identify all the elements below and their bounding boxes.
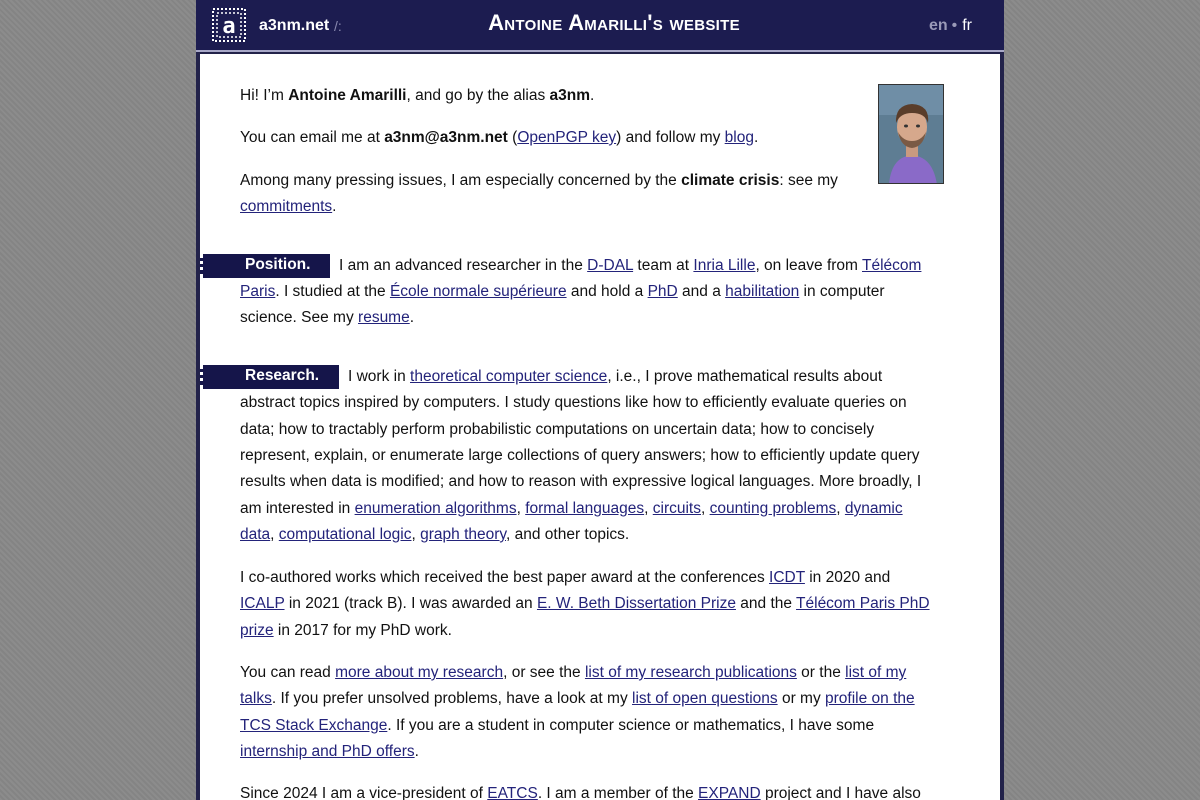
telecom-phd-prize-link[interactable]: Télécom Paris PhD: [796, 595, 930, 612]
climate-crisis: climate crisis: [681, 172, 780, 189]
tcs-link[interactable]: theoretical computer science: [410, 368, 608, 385]
position-section-label: Position.: [200, 254, 330, 278]
counting-problems-link[interactable]: counting problems: [709, 500, 837, 517]
phd-link[interactable]: PhD: [647, 283, 678, 300]
eatcs-link[interactable]: EATCS: [487, 785, 538, 800]
telecom-phd-prize-link-cont[interactable]: prize: [240, 622, 274, 639]
research-line-4: represent, explain, or enumerate large collections of query answers; how to efficiently update query: [240, 447, 920, 464]
openpgp-key-link[interactable]: OpenPGP key: [517, 129, 617, 146]
inria-lille-link[interactable]: Inria Lille: [693, 257, 756, 274]
profile-photo: [878, 84, 944, 184]
research-line-2: abstract topics inspired by computers. I study questions like how to efficiently evaluate queries on: [240, 394, 907, 411]
research-line-6: am interested in enumeration algorithms, formal languages, circuits, counting problems, dynamic: [240, 500, 903, 517]
commitments-link[interactable]: commitments: [240, 198, 333, 215]
talks-link[interactable]: list of my: [845, 664, 907, 681]
intro-line-4: commitments.: [240, 198, 337, 215]
lang-separator: •: [951, 17, 958, 34]
open-questions-link[interactable]: list of open questions: [632, 690, 778, 707]
icdt-link[interactable]: ICDT: [769, 569, 805, 586]
language-switcher: [929, 17, 972, 35]
telecom-paris-link[interactable]: Télécom: [862, 257, 922, 274]
computational-logic-link[interactable]: computational logic: [278, 526, 412, 543]
publications-link[interactable]: list of my research publications: [584, 664, 797, 681]
main-content: [200, 54, 1000, 800]
internship-offers-link[interactable]: internship and PhD offers: [240, 743, 415, 760]
enumeration-algorithms-link[interactable]: enumeration algorithms: [354, 500, 517, 517]
page-title: Antoine Amarilli's website: [488, 10, 740, 35]
ddal-link[interactable]: D-DAL: [587, 257, 634, 274]
beth-prize-link[interactable]: E. W. Beth Dissertation Prize: [536, 595, 736, 612]
position-line-3: science. See my resume.: [240, 309, 415, 326]
more-line-4: internship and PhD offers.: [240, 743, 419, 760]
habilitation-link[interactable]: habilitation: [725, 283, 800, 300]
more-line-3: TCS Stack Exchange. If you are a student in computer science or mathematics, I have some: [240, 717, 875, 734]
more-line-1: You can read more about my research, or see the list of my research publications or the list of my: [240, 664, 907, 681]
portrait-icon: [879, 85, 944, 184]
dynamic-data-link-cont[interactable]: data: [240, 526, 271, 543]
lang-fr-link[interactable]: fr: [962, 17, 972, 34]
more-research-link[interactable]: more about my research: [335, 664, 504, 681]
email-address[interactable]: a3nm@a3nm.net: [384, 129, 508, 146]
site-name-link[interactable]: a3nm.net: [259, 17, 330, 34]
position-line-2: Paris. I studied at the École normale supérieure and hold a PhD and a habilitation in computer: [240, 283, 885, 300]
telecom-paris-link-cont[interactable]: Paris: [240, 283, 276, 300]
more-line-2: talks. If you prefer unsolved problems, have a look at my list of open questions or my profile on the: [240, 690, 915, 707]
position-line-1: I am an advanced researcher in the D-DAL team at Inria Lille, on leave from Télécom: [339, 257, 922, 274]
research-line-3: data; how to tractably perform probabilistic computations on uncertain data; how to concisely: [240, 421, 875, 438]
ens-link[interactable]: École normale supérieure: [389, 283, 567, 300]
talks-link-cont[interactable]: talks: [240, 690, 272, 707]
tcs-stackexchange-link-cont[interactable]: TCS Stack Exchange: [240, 717, 388, 734]
research-line-7: data, computational logic, graph theory, and other topics.: [240, 526, 630, 543]
research-section-label: Research.: [200, 365, 339, 389]
intro-line-1: Hi! I’m Antoine Amarilli, and go by the alias a3nm.: [240, 87, 595, 104]
awards-line-3: prize in 2017 for my PhD work.: [240, 622, 452, 639]
site-header: [196, 0, 1004, 52]
lang-current: en: [928, 17, 948, 34]
svg-text:a: a: [222, 14, 236, 39]
research-line-5: results when data is modified; and how to reason with expressive logical languages. More broadly, I: [240, 473, 922, 490]
graph-theory-link[interactable]: graph theory: [420, 526, 507, 543]
expand-link[interactable]: EXPAND: [698, 785, 761, 800]
dynamic-data-link[interactable]: dynamic: [844, 500, 903, 517]
circuits-link[interactable]: circuits: [652, 500, 701, 517]
formal-languages-link[interactable]: formal languages: [525, 500, 645, 517]
awards-line-1: I co-authored works which received the best paper award at the conferences ICDT in 2020 and: [240, 569, 891, 586]
blog-link[interactable]: blog: [724, 129, 754, 146]
intro-line-2: You can email me at a3nm@a3nm.net (OpenPGP key) and follow my blog.: [240, 129, 759, 146]
since-line-1: Since 2024 I am a vice-president of EATCS. I am a member of the EXPAND project and I have also: [240, 785, 921, 800]
research-line-1: I work in theoretical computer science, i.e., I prove mathematical results about: [348, 368, 883, 385]
intro-line-3: Among many pressing issues, I am especially concerned by the climate crisis: see my: [240, 172, 838, 189]
icalp-link[interactable]: ICALP: [240, 595, 285, 612]
alias: a3nm: [549, 87, 591, 104]
tcs-stackexchange-link[interactable]: profile on the: [825, 690, 915, 707]
full-name: Antoine Amarilli: [288, 87, 407, 104]
resume-link[interactable]: resume: [358, 309, 410, 326]
site-path: /:: [334, 18, 342, 34]
awards-line-2: ICALP in 2021 (track B). I was awarded an E. W. Beth Dissertation Prize and the Télécom Paris PhD: [240, 595, 930, 612]
